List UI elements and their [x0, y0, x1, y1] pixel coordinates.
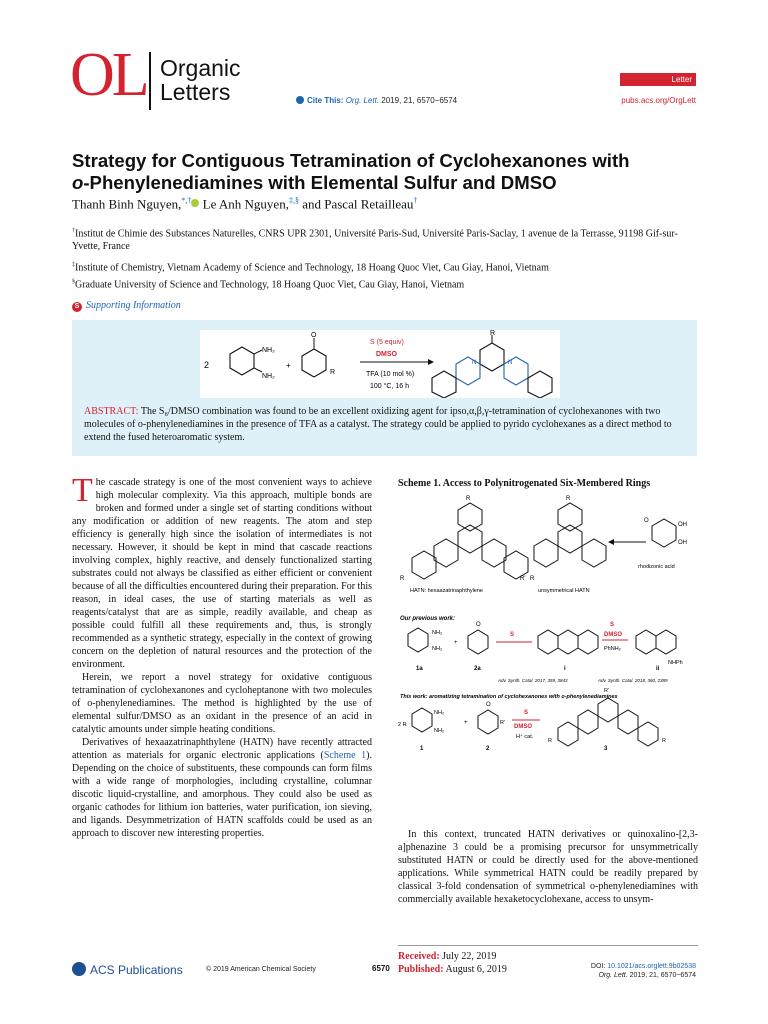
cite-journal: Org. Lett. [345, 96, 380, 105]
product-3-r-left: R [548, 738, 552, 744]
author-3-sup: † [413, 196, 418, 205]
unsym-right-ring [582, 539, 606, 567]
this-work-2r: 2 R [398, 722, 407, 728]
received-label: Received: [398, 951, 440, 962]
toc-product-benzo-right [528, 371, 552, 398]
unsym-r-prime: R' [520, 576, 526, 582]
this-dmso: DMSO [514, 724, 532, 730]
toc-coefficient: 2 [204, 360, 210, 370]
scheme-title: Scheme 1. Access to Polynitrogenated Six-Membered Rings [398, 478, 651, 489]
toc-product-left-ring [456, 357, 480, 385]
toc-cyclohexanone-ring [302, 349, 326, 377]
title-line2 [72, 172, 712, 194]
article-dates [398, 950, 507, 976]
supporting-info-icon: S [72, 302, 82, 312]
paragraph-2: Herein, we report a novel strategy for oxidative contiguous tetramination of cyclohexanones and cycloheptanone with two molecules of o-phenylenediamines. The method is highlighted by the use of elemental sulfur/DMSO as an oxidant in the presence of an acid in catalytic amounts under simple heating conditions. [72, 672, 372, 735]
hatn-structure [412, 503, 528, 579]
rhodizonic-oh-1: OH [678, 522, 687, 528]
scheme-arrowhead [608, 539, 614, 545]
author-and: and [302, 196, 321, 212]
affil-3-text: Graduate University of Science and Technology, 18 Hoang Quoc Viet, Cau Giay, Hanoi, Vietnam [75, 279, 465, 291]
toc-product-central-ring [480, 343, 504, 371]
prev-cyclohexanone [468, 630, 488, 654]
product-i-ring-a [538, 630, 558, 654]
hatn-caption: HATN: hexaazatrinaphthylene [410, 588, 483, 594]
paragraph-1 [72, 472, 372, 671]
product-i-ring-c [578, 630, 598, 654]
this-diamine-ring [412, 708, 432, 732]
toc-bond [254, 368, 262, 372]
product-3-r-right: R [662, 738, 666, 744]
cite-this[interactable] [296, 96, 457, 105]
doi-block [540, 962, 696, 980]
abstract-text [84, 405, 690, 444]
scheme-1-link[interactable]: Scheme 1 [323, 750, 367, 761]
rhodizonic-oh-2: OH [678, 540, 687, 546]
prev-dmso: DMSO [604, 632, 622, 638]
toc-r-label: R [330, 369, 336, 376]
rhodizonic-o: O [644, 518, 649, 524]
hatn-left-benzo [412, 551, 436, 579]
product-3-right [618, 710, 638, 734]
toc-product-r: R [490, 330, 496, 337]
title-italic-o: o [72, 172, 84, 193]
prev-s-reagent: S [510, 632, 515, 638]
supporting-information-link[interactable] [72, 300, 181, 312]
logo-line1: Organic [160, 55, 241, 81]
hatn-right-ring [482, 539, 506, 567]
label-i: i [564, 666, 566, 672]
hatn-r-right: R [530, 576, 535, 582]
affiliation-3 [72, 276, 702, 291]
this-s-reagent: S [524, 710, 529, 716]
prev-plus: + [454, 640, 458, 646]
this-o: O [486, 702, 491, 708]
body-left-column [72, 472, 372, 840]
rhodizonic-ring [652, 519, 676, 547]
product-ii-ring-b [656, 630, 676, 654]
unsym-r-top: R [566, 496, 571, 502]
article-title [72, 150, 712, 194]
journal-logo-text [160, 56, 241, 104]
logo-line2: Letters [160, 79, 231, 105]
page-number: 6570 [372, 964, 390, 973]
label-2: 2 [486, 746, 490, 752]
abstract-label: ABSTRACT: [84, 406, 139, 417]
unsym-center-ring [558, 525, 582, 553]
article-type-badge: Letter [620, 73, 696, 86]
label-2a: 2a [474, 666, 481, 672]
published-label: Published: [398, 964, 444, 975]
reference-2: Adv. Synth. Catal. 2018, 360, 2389 [598, 678, 668, 683]
author-1[interactable]: Thanh Binh Nguyen, [72, 196, 182, 212]
toc-reagent-sulfur: S (5 equiv) [370, 339, 404, 346]
logo-divider [149, 52, 151, 110]
toc-condition-temp: 100 °C, 16 h [370, 383, 409, 390]
author-list [72, 196, 417, 212]
label-3: 3 [604, 746, 608, 752]
this-plus: + [464, 720, 468, 726]
author-1-sup: *,† [181, 196, 192, 205]
body-right-column [398, 828, 698, 906]
hatn-r-top: R [466, 496, 471, 502]
supporting-label: Supporting Information [86, 300, 181, 311]
product-3-r-prime: R' [604, 688, 610, 694]
prev-diamine-ring [408, 628, 428, 652]
quote-icon [296, 96, 304, 104]
prev-nh2-bottom: NH₂ [432, 646, 443, 652]
product-3-left [578, 710, 598, 734]
copyright: © 2019 American Chemical Society [206, 966, 316, 973]
product-3-benzo-right [638, 722, 658, 746]
product-3-central [598, 698, 618, 722]
hatn-r-left: R [400, 576, 405, 582]
toc-graphic [200, 330, 560, 398]
toc-n-label: N [508, 360, 513, 366]
label-ii: ii [656, 666, 660, 672]
doi-label: DOI: [590, 963, 606, 970]
unsym-top-ring [558, 503, 582, 531]
toc-benzene-ring [230, 347, 254, 375]
label-1a: 1a [416, 666, 423, 672]
journal-url-link[interactable]: pubs.acs.org/OrgLett [621, 96, 696, 105]
author-2-sup: ‡,§ [288, 196, 299, 205]
affil-2-sup: ‡ [72, 262, 75, 268]
received-date: July 22, 2019 [442, 951, 497, 962]
affil-1-sup: † [72, 228, 75, 234]
acs-publications-logo[interactable] [72, 962, 183, 977]
paragraph-3 [72, 736, 372, 840]
affil-2-text: Institute of Chemistry, Vietnam Academy of Science and Technology, 18 Hoang Quoc Viet, Cau Giay, Hanoi, Vietnam [75, 262, 549, 274]
unsym-caption: unsymmetrical HATN [538, 588, 590, 594]
toc-reagent-dmso: DMSO [376, 351, 397, 358]
title-line1: Strategy for Contiguous Tetramination of Cyclohexanones with [72, 150, 630, 171]
unsym-hatn-structure [534, 503, 606, 567]
affil-1-text: Institut de Chimie des Substances Naturelles, CNRS UPR 2301, Université Paris-Sud, Université Paris-Saclay, 1 avenue de la Terrasse, 91198 Gif-sur-Yvette, France [72, 228, 678, 253]
prev-phnh2: PhNH₂ [604, 646, 621, 652]
affil-3-sup: § [72, 279, 75, 285]
author-2[interactable]: Le Anh Nguyen, [202, 196, 289, 212]
affiliation-2 [72, 259, 702, 274]
prev-o: O [476, 622, 481, 628]
prev-nh2-top: NH₂ [432, 630, 443, 636]
toc-oxygen-label: O [311, 332, 317, 339]
previous-work-label: Our previous work: [400, 616, 456, 622]
toc-nh2-top: NH₂ [262, 347, 275, 354]
scheme-1-figure [398, 492, 698, 754]
toc-product-benzo-left [432, 371, 456, 398]
footer-journal: Org. Lett. [598, 972, 628, 979]
paragraph-4: In this context, truncated HATN derivatives or quinoxalino-[2,3-a]phenazine 3 could be a promising precursor for unsymmetrically substituted HATN or could be directly used for the above-mentioned applications. While symmetrical HATN could be readily prepared by classical 3-fold condensation of symmetrical o-phenylenediamines with commercially available hexaketocyclohexane, access to unsym- [398, 829, 698, 905]
publisher-name: ACS Publications [90, 963, 183, 977]
rhodizonic-caption: rhodizonic acid [638, 564, 675, 570]
abstract-body: The S₈/DMSO combination was found to be an excellent oxidizing agent for ipso,α,β,γ-tetramination of cyclohexanones with two molecules of o-phenylenediamines in the presence of TFA as a catalyst. The strategy could be applied to pyrido cyclohexanes as a direct method to extend the fused heteroaromatic system. [84, 406, 672, 443]
journal-logo-ol: OL [70, 41, 147, 109]
paragraph-1-text: he cascade strategy is one of the most convenient ways to achieve high molecular complexity. Via this approach, multiple bonds are broken and formed under a single set of starting conditions without any modification or addition of new reagents. The atom and step efficiency is generally high since the isolation of intermediates is not necessary. However, it should be kept in mind that cascade reactions involving complex, highly reactive, and densely functionalized starting substrates could not always be classified as either efficient or convenient because of all the difficulties encountered during their preparation. For this reason, in ideal cases, the use of starting materials as well as reagents/catalyst that are as simple, readily available, and cheap as possible could fulfill all these requirements and, thus, is strongly recommended as a synthetic strategy, especially in the context of growing concern on the depletion of natural resources and the protection of the environment. [72, 477, 372, 670]
author-3[interactable]: Pascal Retailleau [324, 196, 414, 212]
paragraph-3-text-a: Derivatives of hexaazatrinaphthylene (HATN) have recently attracted attention as materials for organic electronic applications ( [72, 737, 372, 761]
footer-cite-ref: 2019, 21, 6570−6574 [629, 972, 696, 979]
hatn-center-ring [458, 525, 482, 553]
toc-plus: + [286, 361, 291, 370]
hatn-left-ring [434, 539, 458, 567]
toc-nh2-bottom: NH₂ [262, 373, 275, 380]
this-work-label: This work: aromatizing tetramination of cyclohexanones with o-phenylenediamines [400, 694, 618, 700]
product-ii-nhph: NHPh [668, 660, 683, 666]
toc-bond [254, 350, 262, 354]
title-line2-text: -Phenylenediamines with Elemental Sulfur and DMSO [83, 172, 557, 193]
dates-divider [398, 945, 698, 946]
published-date: August 6, 2019 [445, 964, 507, 975]
unsym-left-ring [534, 539, 558, 567]
affiliation-1 [72, 225, 702, 253]
prev-s-reagent-2: S [610, 622, 615, 628]
paragraph-3-text-b: ). Depending on the choice of substituents, these compounds can form films with a wide range of morphologies, including crystalline, columnar discotic liquid-crystalline, and amorphous. They could also be used as organic cathodes for lithium ion batteries, water purification, ion sieving, and ligands. Desymmetrization of HATN scaffolds could be used as an approach to discover new interesting properties. [72, 750, 372, 839]
this-h-cat: H⁺ cat. [516, 734, 534, 740]
drop-cap: T [72, 472, 93, 509]
toc-arrow-head [428, 359, 434, 365]
reference-1: Adv. Synth. Catal. 2017, 359, 3843 [498, 678, 568, 683]
doi-link[interactable]: 10.1021/acs.orglett.9b02538 [607, 963, 696, 970]
product-i-ring-b [558, 630, 578, 654]
this-cyclohexanone [478, 710, 498, 734]
hatn-right-benzo [504, 551, 528, 579]
cite-label: Cite This: [307, 96, 344, 105]
orcid-icon[interactable] [191, 199, 199, 207]
this-nh2-top: NH₂ [434, 710, 445, 716]
label-1: 1 [420, 746, 424, 752]
acs-logo-icon [72, 962, 86, 976]
this-nh2-bottom: NH₂ [434, 728, 445, 734]
toc-n-label: N [472, 360, 477, 366]
toc-condition-catalyst: TFA (10 mol %) [366, 371, 415, 378]
product-3-benzo-left [558, 722, 578, 746]
hatn-top-ring [458, 503, 482, 531]
product-ii-ring-a [636, 630, 656, 654]
cite-ref: 2019, 21, 6570−6574 [381, 96, 458, 105]
this-r-prime: R' [500, 720, 506, 726]
